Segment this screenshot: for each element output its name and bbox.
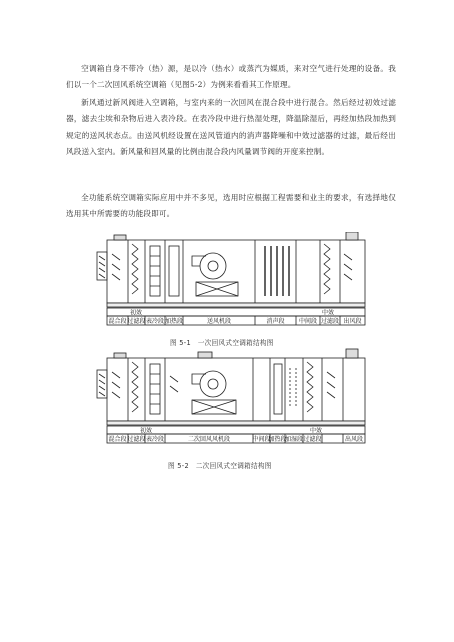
figure-2-diagram [0,346,454,454]
fig1-top-label-1: 初效 [130,309,143,317]
paragraph-1 [66,61,396,94]
fig2-section-9: 出风段 [344,436,364,443]
fig2-fan [200,371,226,397]
fig1-section-9: 出风段 [343,318,362,325]
fig1-section-4: 加热段 [164,318,184,325]
fig2-top-damper [114,353,126,358]
fig2-section-4: 二次回风风机段 [187,436,231,443]
fig1-section-6: 消声段 [266,318,285,325]
fig2-section-3: 表冷段 [145,436,165,443]
fig2-section-6: 加热段 [268,436,287,443]
paragraph-1-text: 空调箱自身不带冷（热）源，是以冷（热水）或蒸汽为媒质，来对空气进行处理的设备。我们以一个二次回风系统空调箱（见图5-2）为例来看看其工作原理。 [66,64,396,90]
fig1-section-3: 表冷段 [145,318,165,325]
fig1-heating-coil [169,246,179,296]
fig2-section-7: 加湿段 [284,436,304,443]
fig1-section-1: 混合段 [108,318,127,325]
fig2-section-8: 过滤段 [303,436,322,443]
paragraph-3-text: 全功能系统空调箱实际应用中并不多见，选用时应根据工程需要和业主的要求，有选择地仅选用其中所需要的功能段即可。 [66,193,396,219]
fig1-top-label-2: 中效 [322,309,335,317]
fig1-section-8: 过滤段 [320,318,340,325]
fig1-unit-casing [107,240,365,303]
fig2-top-label-2: 中效 [310,427,323,435]
fig2-section-1: 混合段 [108,436,127,443]
fig1-top-damper [114,235,126,240]
fig2-section-5: 中间段 [252,436,271,443]
fig2-cooling-coil [150,364,160,414]
figure-2-caption: 图 5-2 二次回风式空调箱结构图 [168,462,272,470]
fig1-section-7: 中间段 [298,318,318,325]
paragraph-2 [66,95,396,161]
fig2-section-2: 过滤段 [127,436,146,443]
fig1-section-2: 过滤段 [127,318,146,325]
paragraph-2-text: 新风通过新风阀进入空调箱，与室内来的一次回风在混合段中进行混合。然后经过初效过滤器，滤去尘埃和杂物后进入表冷段。在表冷段中进行热湿处理，降温除湿后，再经加热段加热到规定的送风状态点。由送风机经设置在送风管道内的消声器降噪和中效过滤器的过滤，最后经出风段送入室内。新风量和回风量的比例由混合段内风量调节阀的开度来控制。 [66,98,396,157]
figure-1-diagram [0,232,454,332]
fig2-base-rail [107,421,365,425]
fig1-cooling-coil [150,246,160,296]
fig2-top-label-1: 初效 [140,427,153,435]
fig2-heating-coil [274,364,282,414]
paragraph-3 [66,190,396,223]
fig1-outlet [346,232,358,240]
fig2-outlet [346,349,358,358]
fig1-fan [200,253,226,279]
fig1-base-rail [107,303,365,307]
fig1-section-5: 送风机段 [206,318,232,325]
fig2-secondary-return-damper [198,352,212,358]
figure-1-caption: 图 5-1 一次回风式空调箱结构图 [170,339,274,347]
